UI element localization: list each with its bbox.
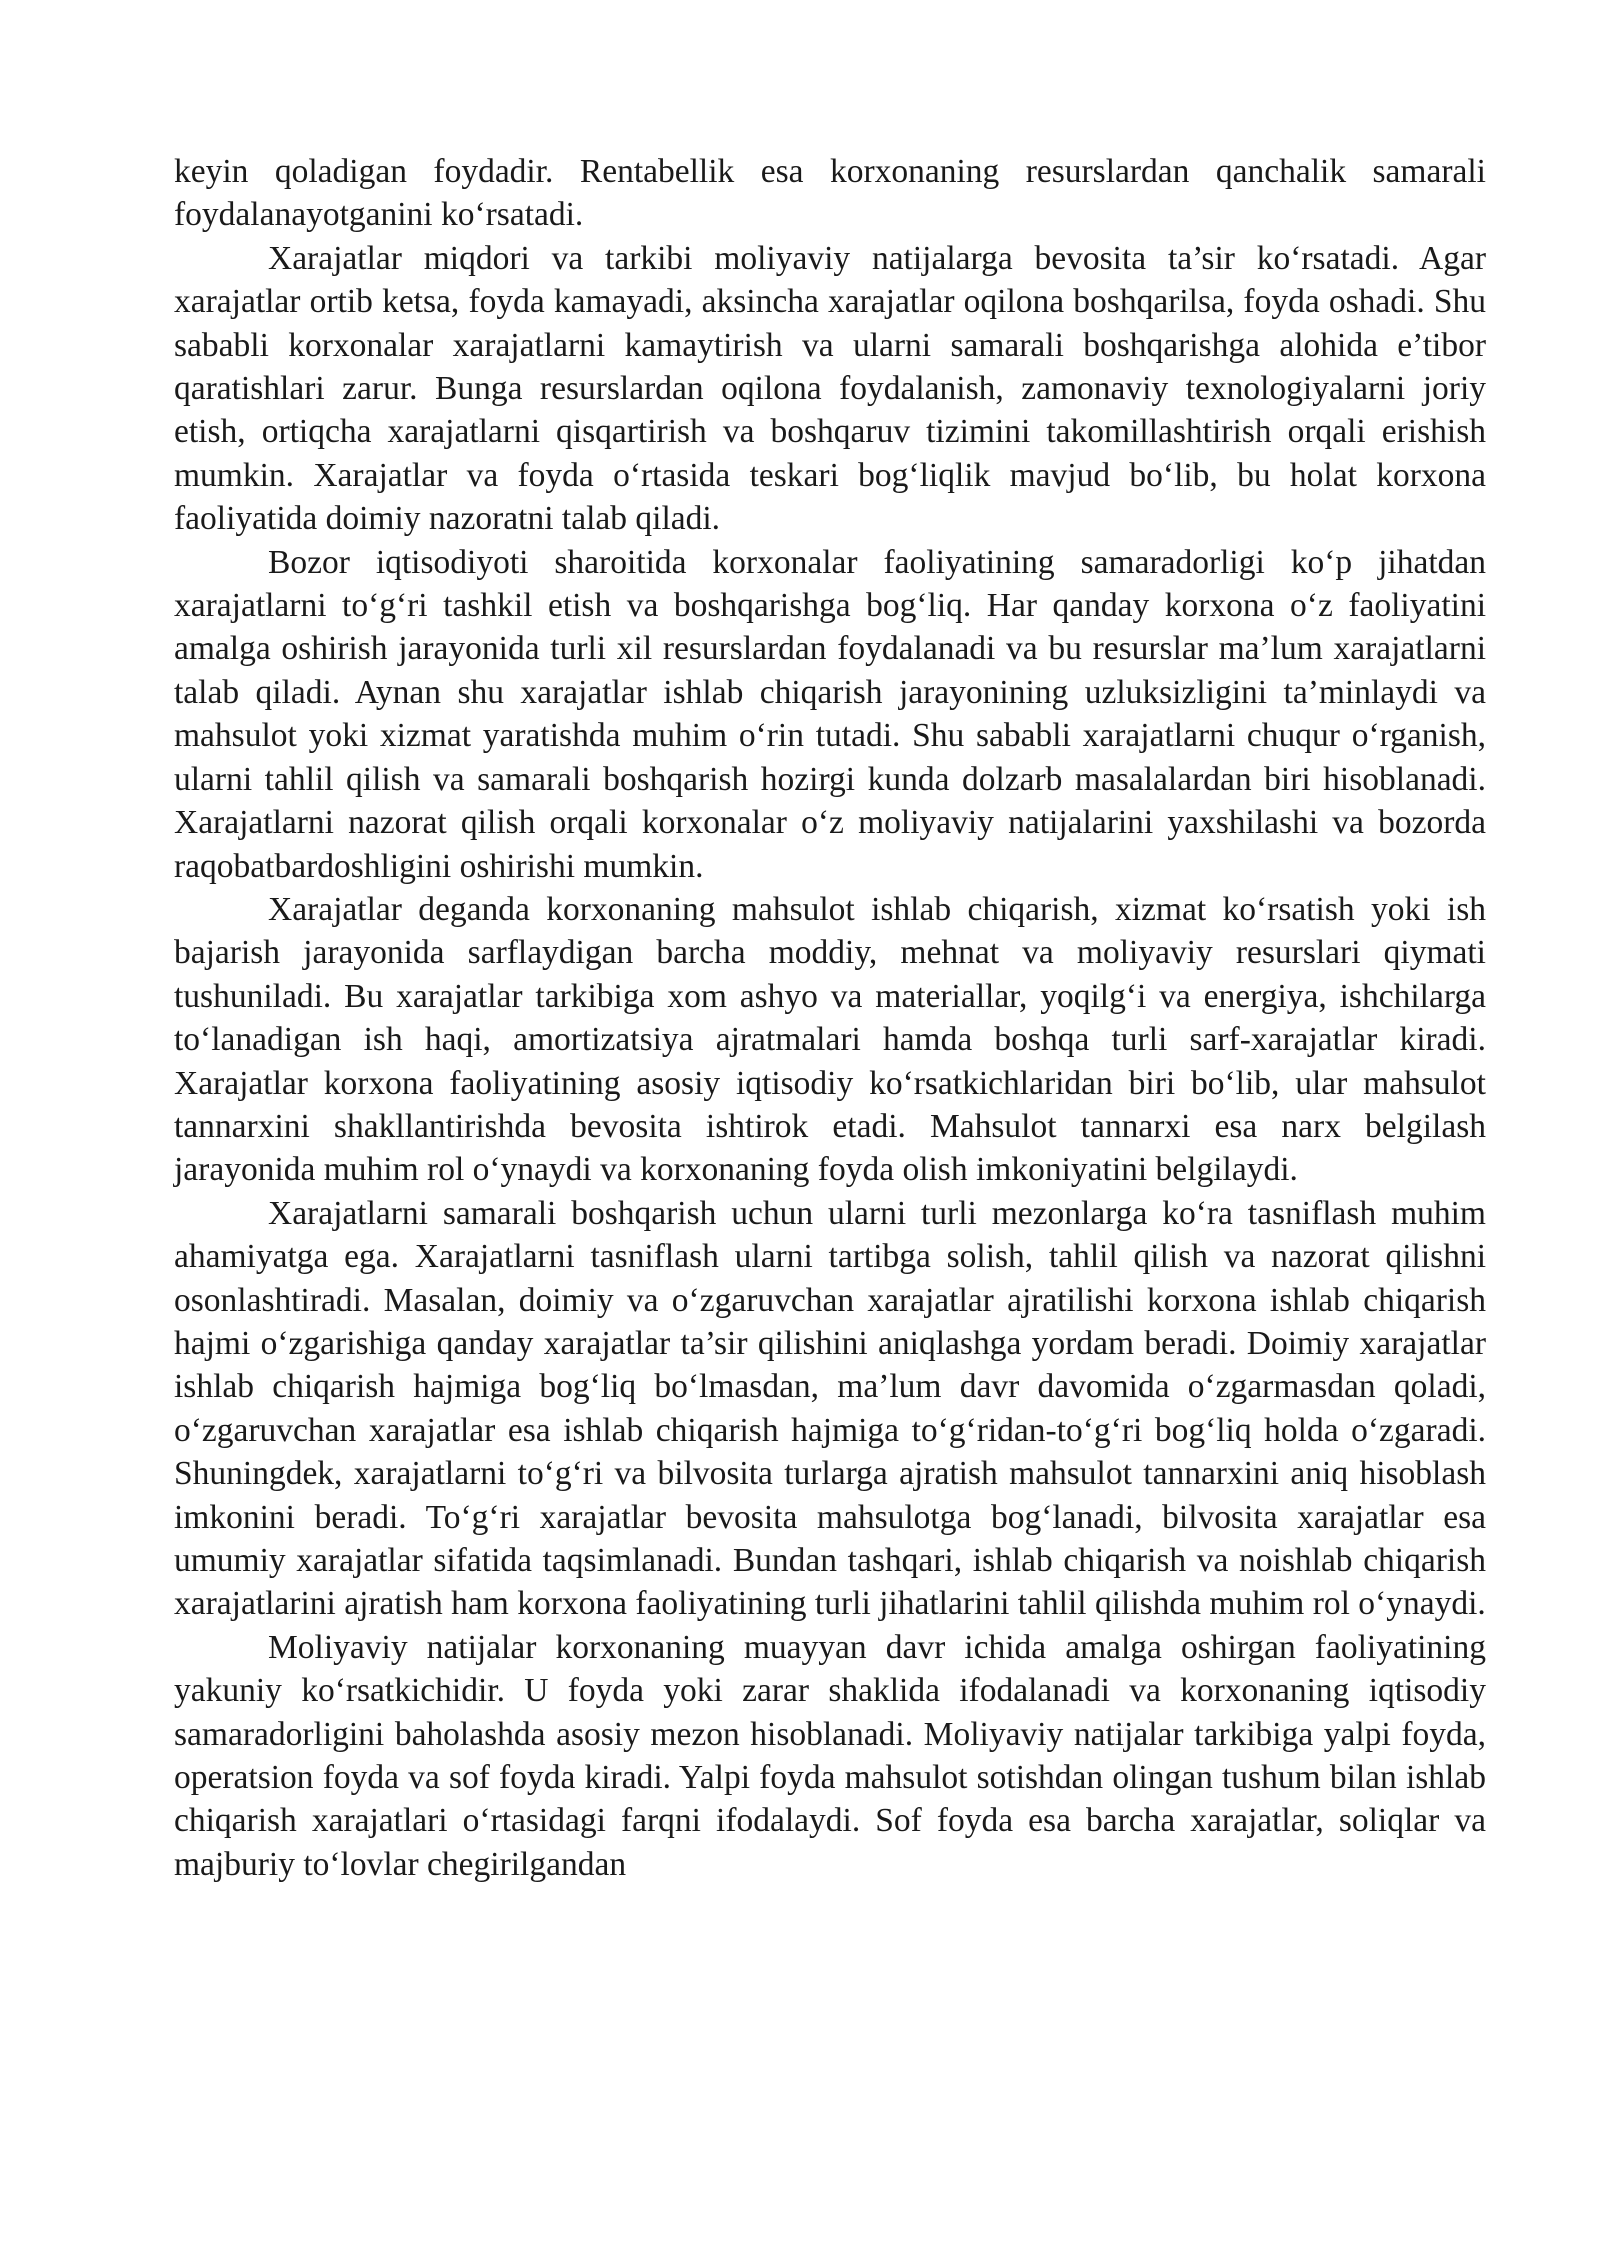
paragraph: Moliyaviy natijalar korxonaning muayyan davr ichida amalga oshirgan faoliyatining yakuniy ko‘rsatkichidir. U foyda yoki zarar shaklida ifodalanadi va korxonaning iqtisodiy samaradorligini baholashda asosiy mezon hisoblanadi. Moliyaviy natijalar tarkibiga yalpi foyda, operatsion foyda va sof foyda kiradi. Yalpi foyda mahsulot sotishdan olingan tushum bilan ishlab chiqarish xarajatlari o‘rtasidagi farqni ifodalaydi. Sof foyda esa barcha xarajatlar, soliqlar va majburiy to‘lovlar chegirilgandan — [174, 1628, 1486, 1883]
paragraph: keyin qoladigan foydadir. Rentabellik esa korxonaning resurslardan qanchalik samarali foydalanayotganini ko‘rsatadi. — [174, 153, 1486, 234]
paragraph: Xarajatlar deganda korxonaning mahsulot ishlab chiqarish, xizmat ko‘rsatish yoki ish bajarish jarayonida sarflaydigan barcha moddiy, mehnat va moliyaviy resurslari qiymati tushuniladi. Bu xarajatlar tarkibiga xom ashyo va materiallar, yoqilg‘i va energiya, ishchilarga to‘lanadigan ish haqi, amortizatsiya ajratmalari hamda boshqa turli sarf-xarajatlar kiradi. Xarajatlar korxona faoliyatining asosiy iqtisodiy ko‘rsatkichlaridan biri bo‘lib, ular mahsulot tannarxini shakllantirishda bevosita ishtirok etadi. Mahsulot tannarxi esa narx belgilash jarayonida muhim rol o‘ynaydi va korxonaning foyda olish imkoniyatini belgilaydi. — [174, 890, 1486, 1189]
paragraph: Xarajatlarni samarali boshqarish uchun ularni turli mezonlarga ko‘ra tasniflash muhim ahamiyatga ega. Xarajatlarni tasniflash ularni tartibga solish, tahlil qilish va nazorat qilishni osonlashtiradi. Masalan, doimiy va o‘zgaruvchan xarajatlar ajratilishi korxona ishlab chiqarish hajmi o‘zgarishiga qanday xarajatlar ta’sir qilishini aniqlashga yordam beradi. Doimiy xarajatlar ishlab chiqarish hajmiga bog‘liq bo‘lmasdan, ma’lum davr davomida o‘zgarmasdan qoladi, o‘zgaruvchan xarajatlar esa ishlab chiqarish hajmiga to‘g‘ridan-to‘g‘ri bog‘liq holda o‘zgaradi. Shuningdek, xarajatlarni to‘g‘ri va bilvosita turlarga ajratish mahsulot tannarxini aniq hisoblash imkonini beradi. To‘g‘ri xarajatlar bevosita mahsulotga bog‘lanadi, bilvosita xarajatlar esa umumiy xarajatlar sifatida taqsimlanadi. Bundan tashqari, ishlab chiqarish va noishlab chiqarish xarajatlarini ajratish ham korxona faoliyatining turli jihatlarini tahlil qilishda muhim rol o‘ynaydi. — [174, 1194, 1486, 1623]
paragraph: Bozor iqtisodiyoti sharoitida korxonalar faoliyatining samaradorligi ko‘p jihatdan xarajatlarni to‘g‘ri tashkil etish va boshqarishga bog‘liq. Har qanday korxona o‘z faoliyatini amalga oshirish jarayonida turli xil resurslardan foydalanadi va bu resurslar ma’lum xarajatlarni talab qiladi. Aynan shu xarajatlar ishlab chiqarish jarayonining uzluksizligini ta’minlaydi va mahsulot yoki xizmat yaratishda muhim o‘rin tutadi. Shu sababli xarajatlarni chuqur o‘rganish, ularni tahlil qilish va samarali boshqarish hozirgi kunda dolzarb masalalardan biri hisoblanadi. Xarajatlarni nazorat qilish orqali korxonalar o‘z moliyaviy natijalarini yaxshilashi va bozorda raqobatbardoshligini oshirishi mumkin. — [174, 543, 1486, 885]
document-body — [174, 150, 1486, 1886]
paragraph: Xarajatlar miqdori va tarkibi moliyaviy natijalarga bevosita ta’sir ko‘rsatadi. Agar xarajatlar ortib ketsa, foyda kamayadi, aksincha xarajatlar oqilona boshqarilsa, foyda oshadi. Shu sababli korxonalar xarajatlarni kamaytirish va ularni samarali boshqarishga alohida e’tibor qaratishlari zarur. Bunga resurslardan oqilona foydalanish, zamonaviy texnologiyalarni joriy etish, ortiqcha xarajatlarni qisqartirish va boshqaruv tizimini takomillashtirish orqali erishish mumkin. Xarajatlar va foyda o‘rtasida teskari bog‘liqlik mavjud bo‘lib, bu holat korxona faoliyatida doimiy nazoratni talab qiladi. — [174, 239, 1486, 538]
